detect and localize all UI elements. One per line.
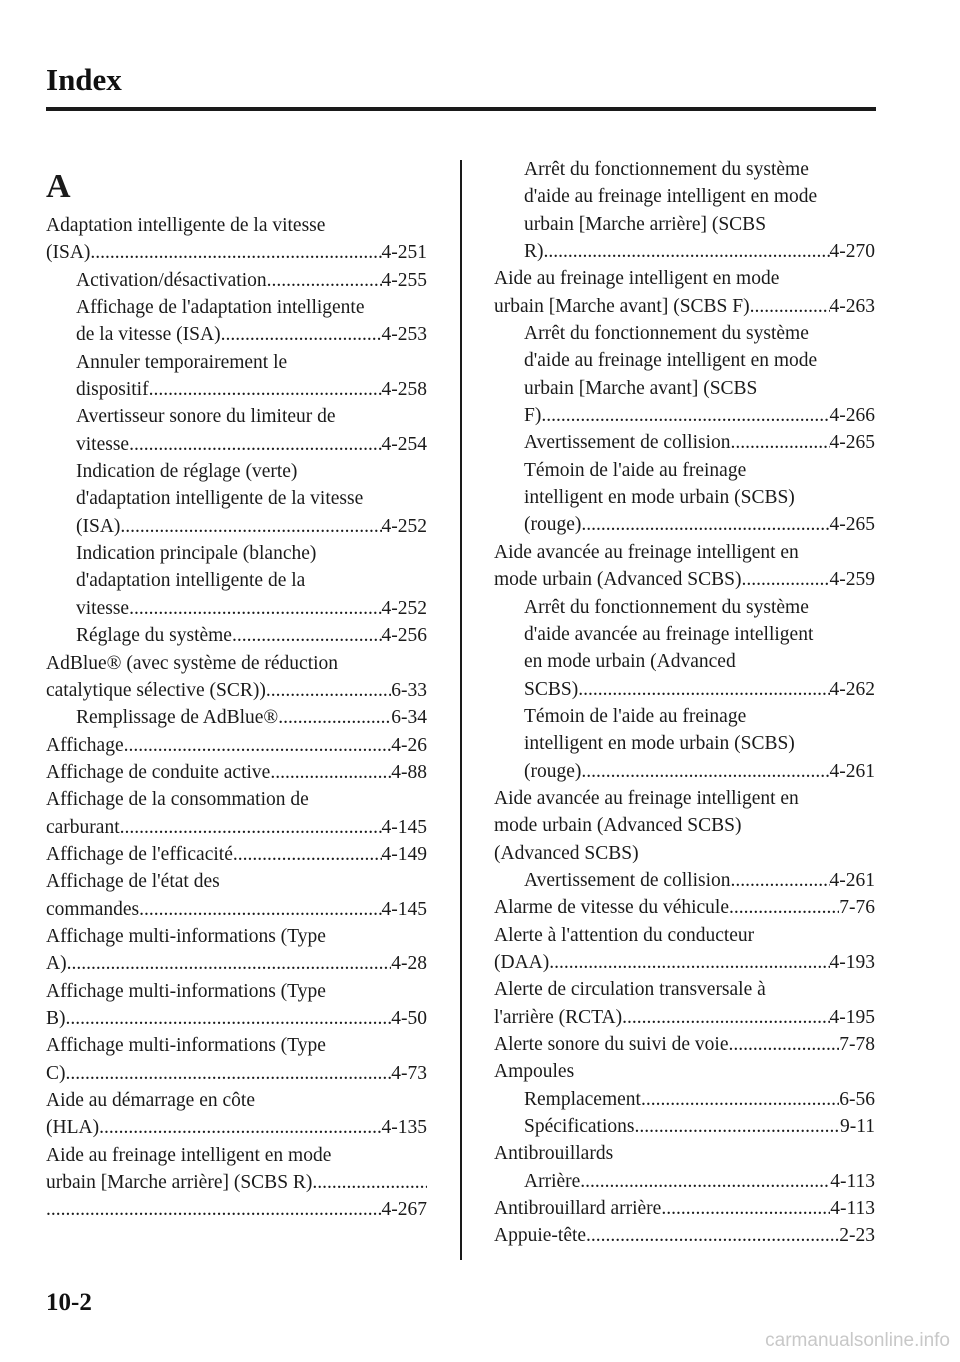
index-entry-text: SCBS) xyxy=(524,678,579,700)
index-entry-page: 4-252 xyxy=(381,515,427,537)
dot-leader xyxy=(742,566,830,593)
dot-leader xyxy=(586,1222,839,1249)
index-entry-text: dispositif xyxy=(76,379,149,401)
index-entry-line xyxy=(494,457,875,484)
index-entry-text: carburant xyxy=(46,816,120,838)
index-entry-text: Antibrouillard arrière xyxy=(494,1198,662,1220)
index-entry-line xyxy=(494,730,875,757)
index-entry-line xyxy=(494,758,875,785)
index-entry-line xyxy=(46,622,427,649)
index-entry-page: 4-135 xyxy=(381,1117,427,1139)
index-entry-line xyxy=(46,294,427,321)
index-entry-text: Spécifications xyxy=(524,1116,635,1138)
index-entry-text: Affichage multi-informations (Type xyxy=(46,1035,326,1057)
index-entry-text: Affichage de l'adaptation intelligente xyxy=(76,297,365,319)
index-entry-page: 4-256 xyxy=(381,625,427,647)
index-entry-line xyxy=(46,1196,427,1223)
index-entry-text: mode urbain (Advanced SCBS) xyxy=(494,815,742,837)
index-column-right xyxy=(494,156,875,1250)
dot-leader xyxy=(66,1005,392,1032)
index-entry-page: 4-28 xyxy=(391,953,427,975)
index-entry-line xyxy=(494,320,875,347)
dot-leader xyxy=(581,511,829,538)
dot-leader xyxy=(278,704,391,731)
index-entry-text: mode urbain (Advanced SCBS) xyxy=(494,569,742,591)
index-entry-text: Remplacement xyxy=(524,1088,641,1110)
index-entry-line xyxy=(494,539,875,566)
index-entry-line xyxy=(494,265,875,292)
index-entry-text: (Advanced SCBS) xyxy=(494,842,639,864)
index-entry-text: Annuler temporairement le xyxy=(76,351,288,373)
index-entry-text: C) xyxy=(46,1062,66,1084)
index-entry-line xyxy=(46,1114,427,1141)
index-entry-line xyxy=(46,923,427,950)
index-entry-text: Avertissement de collision xyxy=(524,432,731,454)
dot-leader xyxy=(99,1114,381,1141)
index-entry-text: Remplissage de AdBlue® xyxy=(76,707,279,729)
dot-leader xyxy=(581,758,829,785)
index-entry-page: 2-23 xyxy=(839,1225,875,1247)
index-entry-text: d'aide au freinage intelligent en mode xyxy=(524,350,818,372)
index-entry-line xyxy=(494,375,875,402)
index-entry-page: 4-254 xyxy=(381,433,427,455)
index-entry-text: B) xyxy=(46,1007,66,1029)
index-entry-text: Affichage multi-informations (Type xyxy=(46,980,326,1002)
index-entry-text: A) xyxy=(46,953,67,975)
index-entry-line xyxy=(494,1086,875,1113)
index-entry-line xyxy=(46,896,427,923)
index-entry-text: (ISA) xyxy=(76,515,121,537)
dot-leader xyxy=(661,1195,830,1222)
index-entry-page: 4-50 xyxy=(391,1007,427,1029)
index-entry-page: 4-113 xyxy=(830,1198,875,1220)
index-entry-page: 4-265 xyxy=(829,514,875,536)
index-entry-text: urbain [Marche arrière] (SCBS R) xyxy=(46,1172,313,1194)
index-entry-line xyxy=(46,595,427,622)
index-entry-line xyxy=(494,1058,875,1085)
index-entry-text: Aide avancée au freinage intelligent en xyxy=(494,541,799,563)
index-entry-page: 4-149 xyxy=(381,843,427,865)
header-rule xyxy=(46,107,876,111)
index-entry-text: Affichage de l'efficacité xyxy=(46,843,233,865)
index-entry-text: (rouge) xyxy=(524,760,582,782)
index-entry-page: 4-255 xyxy=(381,269,427,291)
index-entry-line xyxy=(494,566,875,593)
page-number: 10-2 xyxy=(46,1289,92,1316)
index-entry-text: Aide au freinage intelligent en mode xyxy=(46,1144,332,1166)
dot-leader xyxy=(149,376,382,403)
index-entries-right xyxy=(494,156,875,1250)
index-entry-text: (HLA) xyxy=(46,1117,100,1139)
index-column-left xyxy=(46,156,427,1224)
index-entry-line xyxy=(494,594,875,621)
index-entry-page: 4-26 xyxy=(391,734,427,756)
index-entry-page: 4-88 xyxy=(391,761,427,783)
index-entry-page: 4-195 xyxy=(829,1006,875,1028)
index-entry-line xyxy=(494,1195,875,1222)
index-entry-line xyxy=(46,349,427,376)
index-entry-line xyxy=(46,677,427,704)
index-entry-line xyxy=(46,321,427,348)
index-entry-text: Alerte de circulation transversale à xyxy=(494,979,766,1001)
index-entry-page: 4-261 xyxy=(829,760,875,782)
index-entry-line xyxy=(46,1087,427,1114)
index-entry-line xyxy=(494,922,875,949)
index-entry-line xyxy=(494,1031,875,1058)
index-entry-text: commandes xyxy=(46,898,140,920)
index-entry-text: intelligent en mode urbain (SCBS) xyxy=(524,487,795,509)
dot-leader xyxy=(729,1031,840,1058)
index-entry-page: 4-265 xyxy=(829,432,875,454)
index-entry-line xyxy=(494,511,875,538)
index-entry-text: Arrêt du fonctionnement du système xyxy=(524,596,809,618)
index-entry-page: 4-263 xyxy=(829,295,875,317)
index-entry-line xyxy=(46,1169,427,1196)
dot-leader xyxy=(541,402,829,429)
dot-leader xyxy=(266,677,391,704)
index-entry-line xyxy=(494,976,875,1003)
dot-leader xyxy=(66,1060,392,1087)
dot-leader xyxy=(232,622,382,649)
index-entry-line xyxy=(494,676,875,703)
index-entry-text: vitesse xyxy=(76,433,130,455)
index-entry-text: Témoin de l'aide au freinage xyxy=(524,459,747,481)
index-entry-text: Aide au freinage intelligent en mode xyxy=(494,268,780,290)
index-entry-line xyxy=(46,759,427,786)
index-entry-text: Indication de réglage (verte) xyxy=(76,461,298,483)
index-entry-page: 9-11 xyxy=(839,1116,875,1138)
index-entry-page: 7-78 xyxy=(839,1034,875,1055)
index-entry-line xyxy=(46,786,427,813)
dot-leader xyxy=(312,1169,427,1196)
dot-leader xyxy=(120,814,382,841)
index-entry-page: 4-262 xyxy=(829,678,875,700)
index-entry-text: Arrêt du fonctionnement du système xyxy=(524,159,809,180)
index-entry-line xyxy=(494,894,875,921)
dot-leader xyxy=(67,950,392,977)
index-entry-line xyxy=(494,347,875,374)
index-entry-text: Réglage du système xyxy=(76,625,232,647)
index-entry-line xyxy=(46,431,427,458)
index-entry-line xyxy=(494,949,875,976)
index-entry-page: 4-145 xyxy=(381,898,427,920)
index-entry-line xyxy=(46,814,427,841)
index-entry-text: Avertisseur sonore du limiteur de xyxy=(76,406,336,428)
index-entry-line xyxy=(494,1113,875,1140)
index-entry-text: Témoin de l'aide au freinage xyxy=(524,705,747,727)
dot-leader xyxy=(46,1196,382,1223)
index-entry-line xyxy=(46,841,427,868)
index-entry-line xyxy=(46,403,427,430)
index-entry-line xyxy=(46,567,427,594)
index-entry-line xyxy=(494,867,875,894)
index-entry-text: R) xyxy=(524,241,544,263)
index-entry-page: 4-258 xyxy=(381,379,427,401)
index-entry-text: Activation/désactivation xyxy=(76,269,267,291)
page-header-title: Index xyxy=(46,62,122,97)
index-entry-page: 4-73 xyxy=(391,1062,427,1084)
index-entry-line xyxy=(494,703,875,730)
index-entry-text: AdBlue® (avec système de réduction xyxy=(46,652,339,674)
index-entry-line xyxy=(46,732,427,759)
index-entry-text: Aide au démarrage en côte xyxy=(46,1090,255,1111)
index-entry-text: vitesse xyxy=(76,597,130,619)
index-entry-text: Affichage de la consommation de xyxy=(46,789,309,811)
index-entry-page: 4-261 xyxy=(829,869,875,891)
dot-leader xyxy=(139,896,381,923)
index-entry-text: F) xyxy=(524,405,542,427)
index-entry-line xyxy=(46,239,427,266)
index-entry-text: Affichage de l'état des xyxy=(46,871,220,893)
index-entry-line xyxy=(494,840,875,867)
index-entry-line xyxy=(494,621,875,648)
dot-leader xyxy=(731,429,830,456)
index-entry-page: 4-267 xyxy=(381,1199,427,1221)
index-entry-page: 4-145 xyxy=(381,816,427,838)
index-entry-text: en mode urbain (Advanced xyxy=(524,651,736,673)
index-entry-page: 6-34 xyxy=(391,707,427,729)
dot-leader xyxy=(549,949,829,976)
index-entry-text: Alarme de vitesse du véhicule xyxy=(494,897,729,919)
column-divider xyxy=(460,160,462,1260)
index-entry-text: Alerte à l'attention du conducteur xyxy=(494,924,755,946)
dot-leader xyxy=(90,239,381,266)
index-entry-line xyxy=(46,650,427,677)
index-entry-text: Indication principale (blanche) xyxy=(76,543,317,565)
index-entry-page: 4-266 xyxy=(829,405,875,427)
index-entry-text: Antibrouillards xyxy=(494,1143,614,1165)
index-entry-page: 4-193 xyxy=(829,951,875,973)
dot-leader xyxy=(578,676,829,703)
index-entry-line xyxy=(46,485,427,512)
index-entry-line xyxy=(494,293,875,320)
index-entry-line xyxy=(46,704,427,731)
index-entry-page: 4-259 xyxy=(829,569,875,591)
index-entry-text: Affichage xyxy=(46,734,124,756)
index-letter-heading: A xyxy=(46,168,71,205)
index-entry-text: d'adaptation intelligente de la vitesse xyxy=(76,488,364,510)
index-entry-line xyxy=(494,183,875,210)
index-entry-text: l'arrière (RCTA) xyxy=(494,1006,623,1028)
index-entry-page: 4-270 xyxy=(829,241,875,263)
index-entry-text: urbain [Marche avant] (SCBS F) xyxy=(494,295,750,317)
dot-leader xyxy=(634,1113,840,1140)
index-entry-line xyxy=(494,1222,875,1249)
dot-leader xyxy=(729,894,839,921)
index-entry-line xyxy=(46,458,427,485)
dot-leader xyxy=(129,595,381,622)
dot-leader xyxy=(120,513,381,540)
index-entry-text: urbain [Marche avant] (SCBS xyxy=(524,377,758,399)
index-entry-text: (DAA) xyxy=(494,951,550,973)
index-entry-line xyxy=(46,868,427,895)
index-entry-page: 6-56 xyxy=(839,1088,875,1110)
dot-leader xyxy=(270,759,391,786)
index-entry-line xyxy=(46,267,427,294)
index-entry-text: intelligent en mode urbain (SCBS) xyxy=(524,733,795,755)
dot-leader xyxy=(129,431,381,458)
dot-leader xyxy=(731,867,830,894)
index-entry-line xyxy=(46,212,427,239)
dot-leader xyxy=(233,841,382,868)
index-entry-line xyxy=(494,211,875,238)
index-entry-line xyxy=(494,1140,875,1167)
index-entry-page: 4-251 xyxy=(381,242,427,264)
index-entry-text: Adaptation intelligente de la vitesse xyxy=(46,215,326,236)
index-entry-line xyxy=(494,648,875,675)
index-entry-text: (ISA) xyxy=(46,242,91,264)
index-entry-line xyxy=(494,785,875,812)
index-entry-text: Arrêt du fonctionnement du système xyxy=(524,323,809,345)
index-entry-line xyxy=(46,1060,427,1087)
dot-leader xyxy=(641,1086,839,1113)
index-entry-line xyxy=(46,540,427,567)
dot-leader xyxy=(221,321,382,348)
index-entry-text: d'aide au freinage intelligent en mode xyxy=(524,186,818,208)
dot-leader xyxy=(750,293,830,320)
dot-leader xyxy=(544,238,830,265)
index-entry-text: d'aide avancée au freinage intelligent xyxy=(524,623,814,645)
index-entry-text: d'adaptation intelligente de la xyxy=(76,570,306,592)
index-entry-line xyxy=(46,513,427,540)
index-entry-line xyxy=(46,978,427,1005)
dot-leader xyxy=(124,732,392,759)
index-entry-line xyxy=(494,429,875,456)
index-entry-line xyxy=(494,402,875,429)
index-entry-text: de la vitesse (ISA) xyxy=(76,324,221,346)
index-entry-line xyxy=(494,1168,875,1195)
index-entry-line xyxy=(46,1005,427,1032)
index-entries-left xyxy=(46,212,427,1224)
index-entry-line xyxy=(46,950,427,977)
index-entry-text: (rouge) xyxy=(524,514,582,536)
index-entry-page: 4-252 xyxy=(381,597,427,619)
index-entry-text: urbain [Marche arrière] (SCBS xyxy=(524,213,767,235)
index-entry-text: Appuie-tête xyxy=(494,1225,587,1247)
index-entry-line xyxy=(494,156,875,183)
index-entry-line xyxy=(494,1004,875,1031)
index-entry-text: Affichage de conduite active xyxy=(46,761,271,783)
index-entry-text: Aide avancée au freinage intelligent en xyxy=(494,787,799,809)
index-entry-line xyxy=(46,1142,427,1169)
watermark: carmanualsonline.info xyxy=(765,1330,950,1351)
index-entry-page: 6-33 xyxy=(391,679,427,701)
dot-leader xyxy=(580,1168,830,1195)
index-entry-text: Arrière xyxy=(524,1170,581,1192)
index-entry-line xyxy=(494,238,875,265)
index-entry-line xyxy=(494,812,875,839)
index-entry-text: Affichage multi-informations (Type xyxy=(46,925,326,947)
index-entry-text: Ampoules xyxy=(494,1061,575,1083)
index-entry-text: Avertissement de collision xyxy=(524,869,731,891)
index-entry-text: catalytique sélective (SCR)) xyxy=(46,679,266,701)
index-entry-page: 7-76 xyxy=(839,897,875,919)
index-entry-line xyxy=(494,484,875,511)
index-entry-line xyxy=(46,1032,427,1059)
index-entry-text: Alerte sonore du suivi de voie xyxy=(494,1034,729,1055)
index-entry-line xyxy=(46,376,427,403)
index-entry-page: 4-113 xyxy=(830,1170,875,1192)
index-entry-page: 4-253 xyxy=(381,324,427,346)
dot-leader xyxy=(267,267,382,294)
dot-leader xyxy=(622,1004,829,1031)
